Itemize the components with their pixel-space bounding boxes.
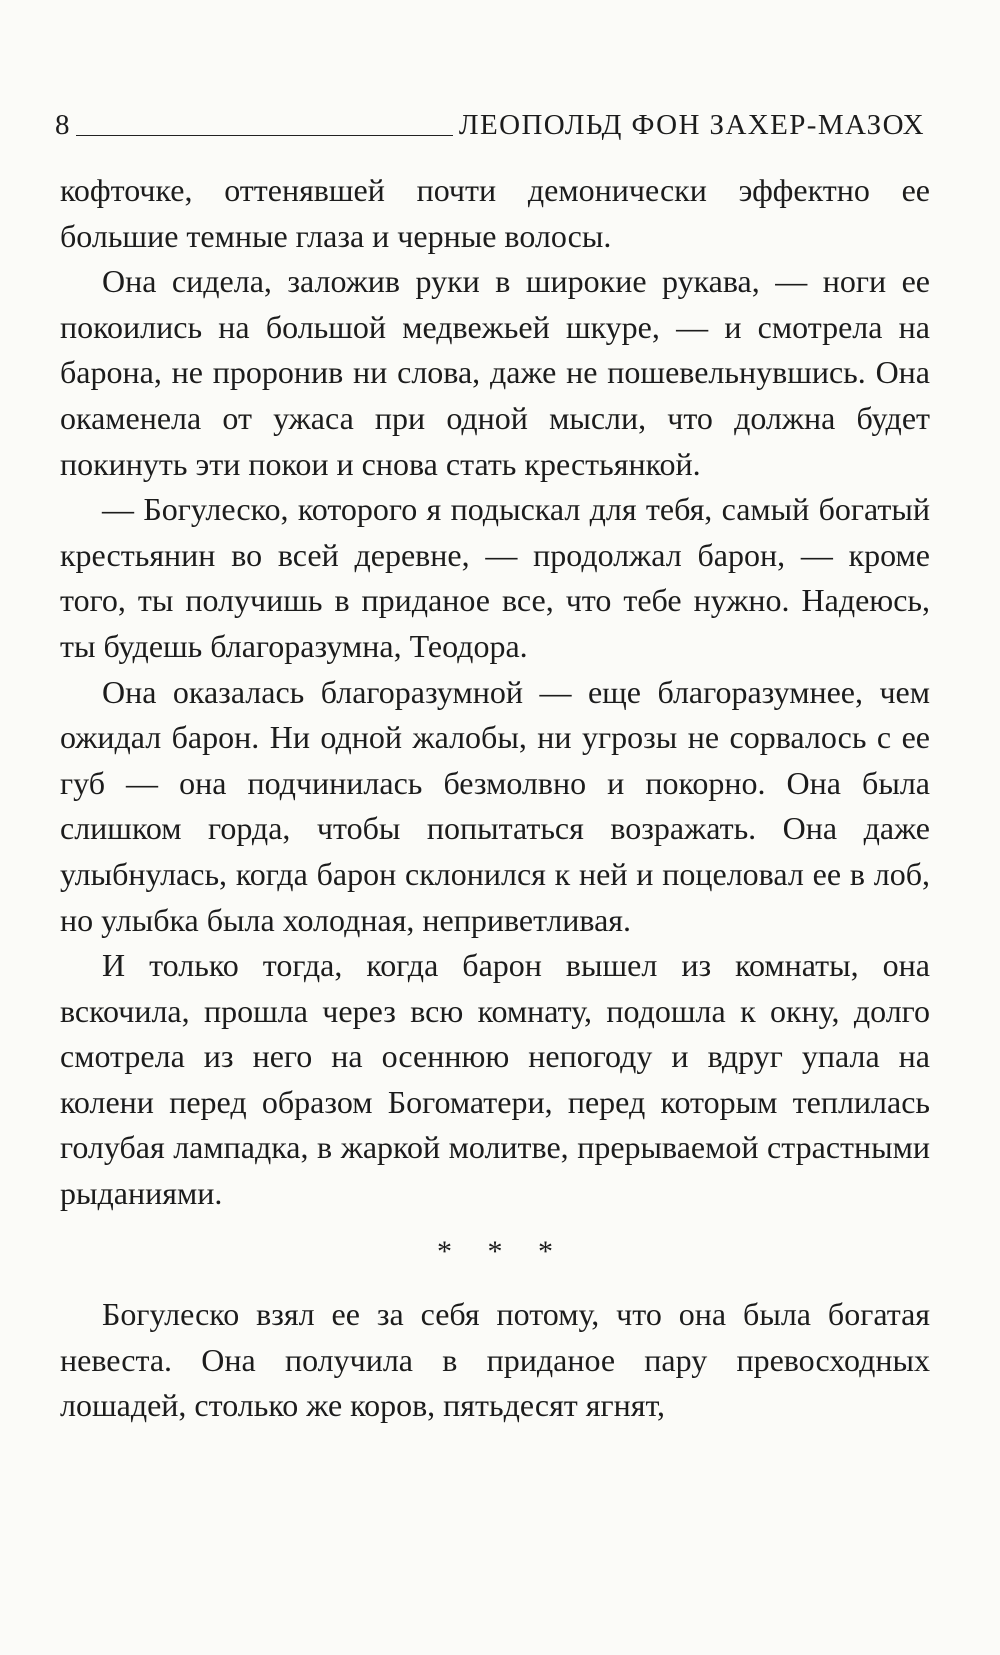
paragraph: Она сидела, заложив руки в широкие рукава, — ноги ее покоились на большой медвежьей шкуре, — и смотрела на барона, не проронив ни слова, даже не пошевельнувшись. Она окаменела от ужаса при одной мысли, что должна будет покинуть эти покои и снова стать крестьянкой. [60,263,930,482]
page-number: 8 [55,109,70,141]
paragraph: Богулеско взял ее за себя потому, что она была богатая невеста. Она получила в приданое пару превосходных лошадей, столько же коров, пятьдесят ягнят, [60,1296,930,1424]
section-break: * * * [437,1234,567,1268]
paragraph: И только тогда, когда барон вышел из комнаты, она вскочила, прошла через всю комнату, подошла к окну, долго смотрела из него на осеннюю непогоду и вдруг упала на колени перед образом Богоматери, перед которым теплилась голубая лампадка, в жаркой молитве, прерываемой страстными рыданиями. [60,947,930,1212]
header-rule [76,135,453,136]
paragraph: Она оказалась благоразумной — еще благоразумнее, чем ожидал барон. Ни одной жалобы, ни угрозы не сорвалось с ее губ — она подчинилась безмолвно и покорно. Она была слишком горда, чтобы попытаться возражать. Она даже улыбнулась, когда барон склонился к ней и поцеловал ее в лоб, но улыбка была холодная, неприветливая. [60,673,930,938]
paragraph: — Богулеско, которого я подыскал для тебя, самый богатый крестьянин во всей деревне, — продолжал барон, — кроме того, ты получишь в приданое все, что тебе нужно. Надеюсь, ты будешь благоразумна, Теодора. [60,491,930,664]
page-body [60,168,930,1429]
running-title: ЛЕОПОЛЬД ФОН ЗАХЕР-МАЗОХ [458,109,925,141]
paragraph: кофточке, оттенявшей почти демонически эффектно ее большие темные глаза и черные волосы. [60,172,930,254]
page-header [55,100,925,140]
